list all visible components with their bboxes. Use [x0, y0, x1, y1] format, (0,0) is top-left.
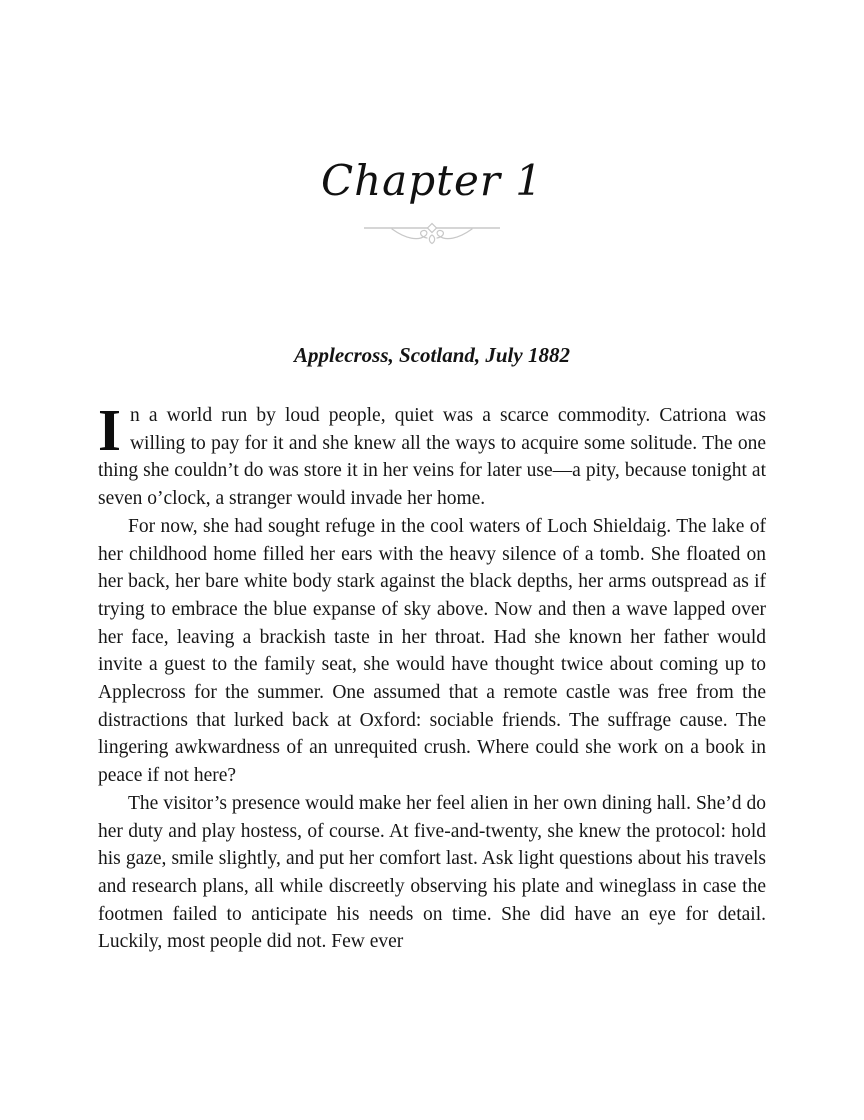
scene-heading: Applecross, Scotland, July 1882 [294, 343, 570, 367]
paragraph: For now, she had sought refuge in the cool waters of Loch Shieldaig. The lake of her childhood home filled her ears with the heavy silence of a tomb. She floated on her back, her bare white body stark against the black depths, her arms outspread as if trying to embrace the blue expanse of sky above. Now and then a wave lapped over her face, leaving a brackish taste in her throat. Had she known her father would invite a guest to the family seat, she would have thought twice about coming up to Applecross for the summer. One assumed that a remote castle was free from the distractions that lurked back at Oxford: sociable friends. The suffrage cause. The lingering awkwardness of an unrequited crush. Where could she work on a book in peace if not here? [98, 515, 766, 787]
flourish-divider-icon [362, 222, 502, 246]
paragraph-text: n a world run by loud people, quiet was a scarce commodity. Catriona was willing to pay for it and she knew all the ways to acquire some solitude. The one thing she couldn’t do was store it in her veins for later use—a pity, because tonight at seven o’clock, a stranger would invade her home. [98, 405, 766, 510]
ornament-divider [0, 222, 864, 246]
paragraph: The visitor’s presence would make her feel alien in her own dining hall. She’d do her duty and play hostess, of course. At five-and-twenty, she knew the protocol: hold his gaze, smile slightly, and put her comfort last. Ask light questions about his travels and research plans, all while discreetly observing his plate and wineglass in case the footmen failed to anticipate his needs on time. She did have an eye for detail. Luckily, most people did not. Few ever [98, 792, 766, 953]
chapter-title: Chapter 1 [321, 156, 543, 205]
drop-cap: I [98, 397, 121, 463]
chapter-body [98, 397, 766, 956]
paragraph [98, 397, 766, 513]
